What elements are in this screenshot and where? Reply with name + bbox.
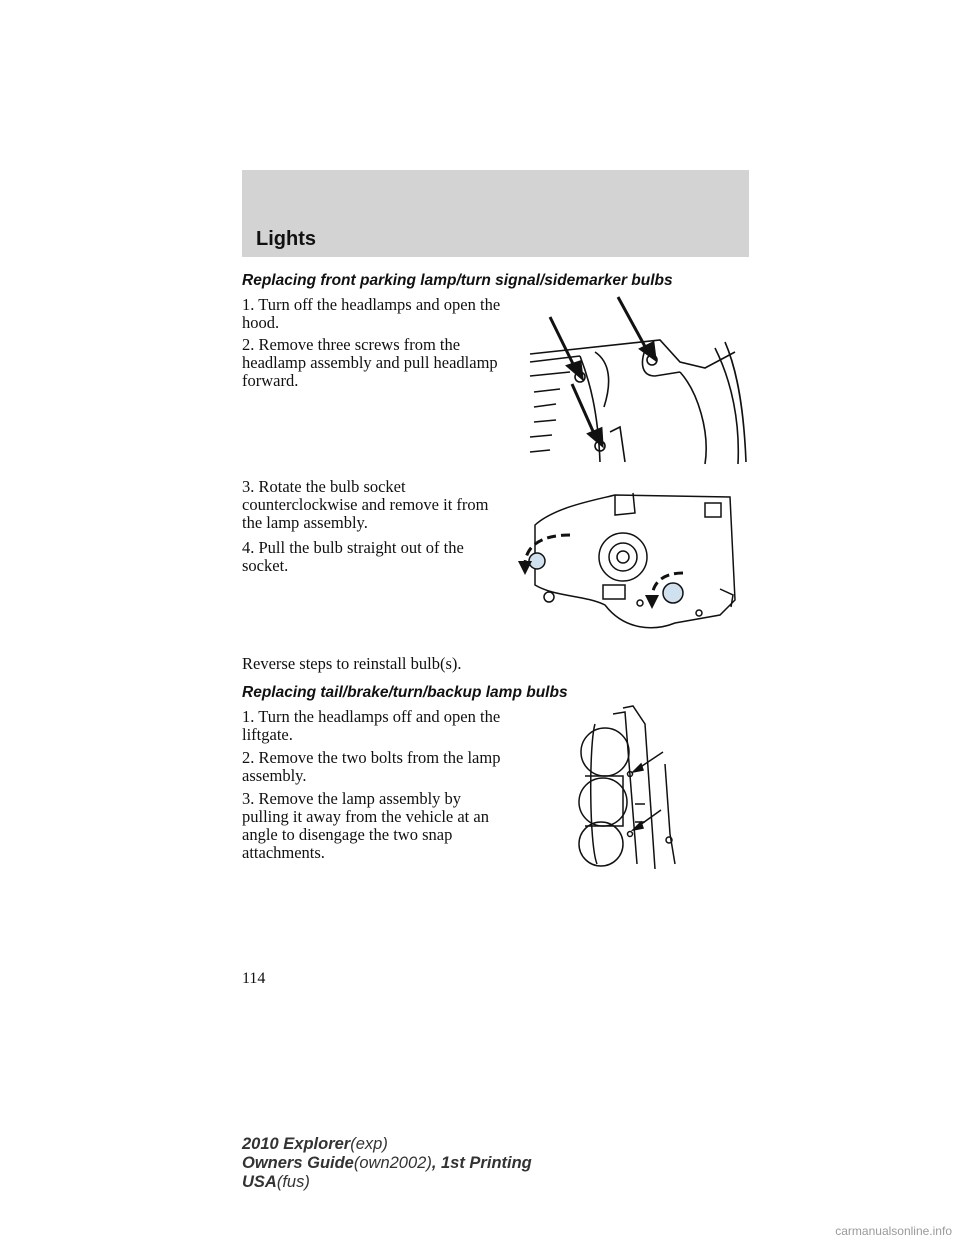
- tail-lamp-illustration: [575, 704, 690, 869]
- step-1-tail: 1. Turn the headlamps off and open the liftgate.: [242, 707, 501, 744]
- step-3-front: 3. Rotate the bulb socket counterclockwise and remove it from the lamp assembly.: [242, 477, 489, 532]
- section-header-band: [242, 170, 749, 257]
- site-watermark: carmanualsonline.info: [835, 1224, 952, 1238]
- footer-market: USA: [242, 1173, 277, 1191]
- step-3-tail: 3. Remove the lamp assembly by pulling it away from the vehicle at an angle to disengage the two snap attachments.: [242, 789, 489, 862]
- section-title: Lights: [256, 228, 316, 250]
- footer-model-code: (exp): [350, 1135, 388, 1153]
- step-4-front: 4. Pull the bulb straight out of the socket.: [242, 538, 464, 575]
- footer-guide: Owners Guide: [242, 1154, 354, 1172]
- step-2-tail: 2. Remove the two bolts from the lamp assembly.: [242, 748, 501, 785]
- footer-market-code: (fus): [276, 1173, 310, 1191]
- footer-model: 2010 Explorer: [242, 1135, 351, 1153]
- step-1-front: 1. Turn off the headlamps and open the hood.: [242, 295, 501, 332]
- print-footer: [242, 1135, 532, 1192]
- heading-tail-lamp: Replacing tail/brake/turn/backup lamp bulbs: [242, 684, 568, 701]
- page-number: 114: [242, 970, 266, 987]
- bulb-socket-illustration: [515, 485, 745, 635]
- headlamp-screws-illustration: [520, 292, 750, 467]
- footer-guide-code: (own2002): [353, 1154, 432, 1172]
- reinstall-note: Reverse steps to reinstall bulb(s).: [242, 654, 462, 673]
- heading-front-parking-lamp: Replacing front parking lamp/turn signal/sidemarker bulbs: [242, 272, 673, 289]
- footer-printing: , 1st Printing: [431, 1154, 532, 1172]
- step-2-front: 2. Remove three screws from the headlamp assembly and pull headlamp forward.: [242, 335, 498, 390]
